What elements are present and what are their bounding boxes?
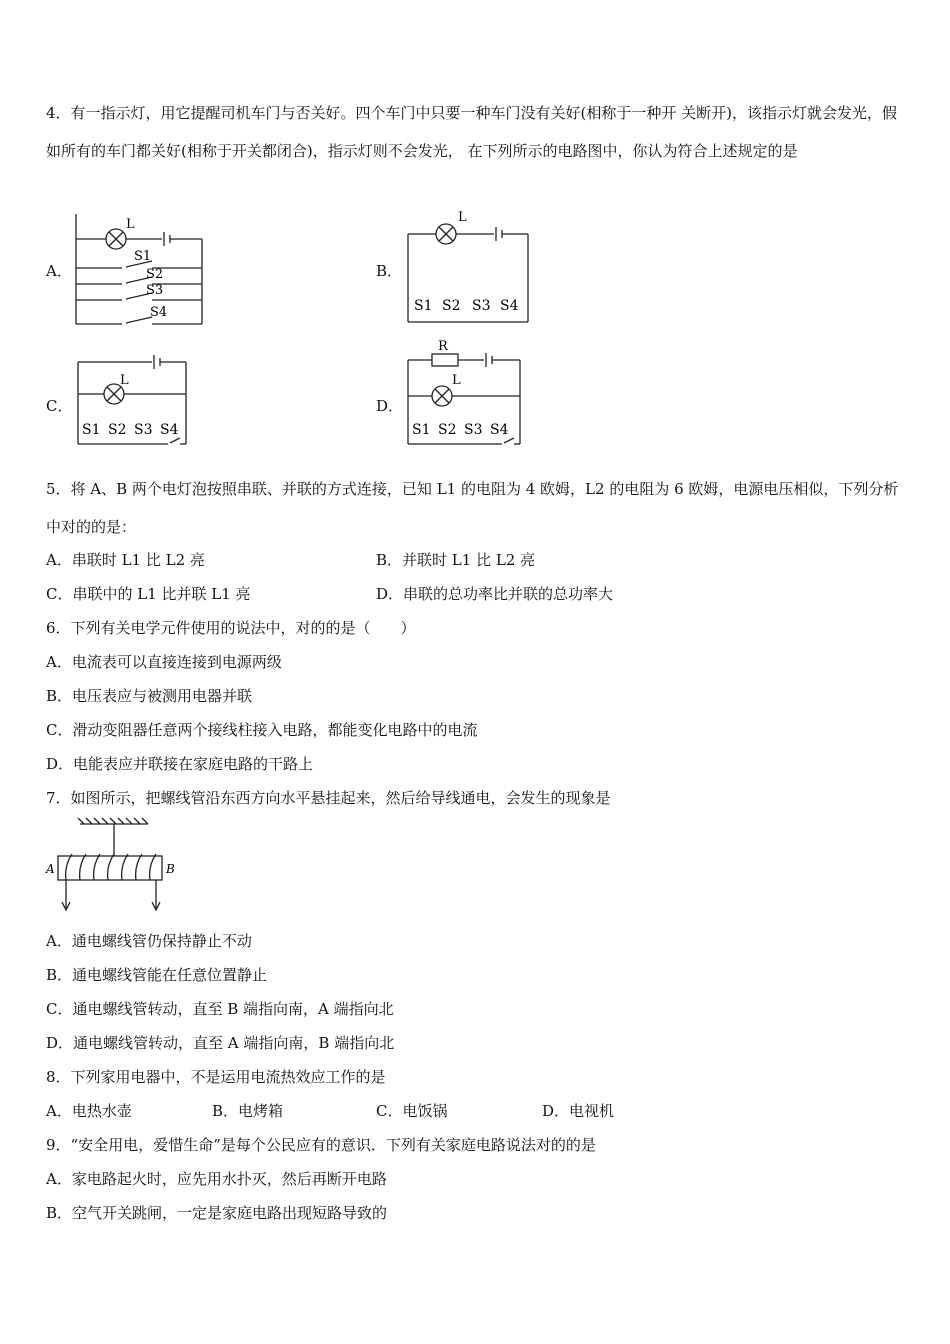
circuit-diagram-b xyxy=(402,206,536,328)
q5-option-b: B．并联时 L1 比 L2 亮 xyxy=(376,551,536,569)
q4-option-b-label: B． xyxy=(376,262,403,280)
q6-text: 6．下列有关电学元件使用的说法中，对的的是（ ） xyxy=(46,619,416,637)
q5-option-c: C．串联中的 L1 比并联 L1 亮 xyxy=(46,585,251,603)
q7-option-b: B．通电螺线管能在任意位置静止 xyxy=(46,966,268,984)
q7-option-c: C．通电螺线管转动，直至 B 端指向南，A 端指向北 xyxy=(46,1000,394,1018)
solenoid-end-a: A xyxy=(46,862,55,876)
q5-option-d: D．串联的总功率比并联的总功率大 xyxy=(376,585,614,603)
switch-label-s1: S1 xyxy=(82,422,101,438)
switch-label-s2: S2 xyxy=(146,267,164,282)
lamp-label: L xyxy=(458,210,467,225)
circuit-diagram-c xyxy=(72,350,196,450)
q4-option-a-label: A． xyxy=(46,262,72,280)
lamp-label: L xyxy=(452,373,461,388)
switch-label-s4: S4 xyxy=(500,298,519,314)
switch-label-s2: S2 xyxy=(438,422,457,438)
resistor-label: R xyxy=(438,340,448,354)
q9-text: 9．“安全用电，爱惜生命”是每个公民应有的意识．下列有关家庭电路说法对的的是 xyxy=(46,1136,596,1154)
switch-label-s3: S3 xyxy=(464,422,483,438)
solenoid-diagram xyxy=(44,816,184,916)
switch-label-s1: S1 xyxy=(134,249,152,264)
q6-option-d: D．电能表应并联接在家庭电路的干路上 xyxy=(46,755,314,773)
q8-option-a: A．电热水壶 xyxy=(46,1102,132,1120)
q8-option-b: B．电烤箱 xyxy=(212,1102,284,1120)
switch-label-s3: S3 xyxy=(472,298,491,314)
switch-label-s3: S3 xyxy=(146,283,164,298)
switch-label-s3: S3 xyxy=(134,422,153,438)
q8-option-c: C．电饭锅 xyxy=(376,1102,448,1120)
q4-option-c-label: C． xyxy=(46,397,73,415)
q7-option-d: D．通电螺线管转动，直至 A 端指向南，B 端指向北 xyxy=(46,1034,395,1052)
switch-label-s1: S1 xyxy=(414,298,433,314)
lamp-label: L xyxy=(126,217,135,232)
q6-option-a: A．电流表可以直接连接到电源两级 xyxy=(46,653,282,671)
q6-option-c: C．滑动变阻器任意两个接线柱接入电路，都能变化电路中的电流 xyxy=(46,721,478,739)
lamp-label: L xyxy=(120,373,129,388)
q6-option-b: B．电压表应与被测用电器并联 xyxy=(46,687,253,705)
switch-label-s4: S4 xyxy=(150,305,168,320)
q4-option-d-label: D． xyxy=(376,397,404,415)
switch-label-s2: S2 xyxy=(442,298,461,314)
q7-option-a: A．通电螺线管仍保持静止不动 xyxy=(46,932,252,950)
q9-option-b: B．空气开关跳闸，一定是家庭电路出现短路导致的 xyxy=(46,1204,388,1222)
q8-text: 8．下列家用电器中，不是运用电流热效应工作的是 xyxy=(46,1068,386,1086)
switch-label-s2: S2 xyxy=(108,422,127,438)
q9-option-a: A．家电路起火时，应先用水扑灭，然后再断开电路 xyxy=(46,1170,387,1188)
switch-label-s1: S1 xyxy=(412,422,431,438)
q5-option-a: A．串联时 L1 比 L2 亮 xyxy=(46,551,205,569)
q7-text: 7．如图所示，把螺线管沿东西方向水平悬挂起来，然后给导线通电，会发生的现象是 xyxy=(46,789,611,807)
circuit-diagram-d xyxy=(402,340,528,450)
switch-label-s4: S4 xyxy=(490,422,509,438)
switch-label-s4: S4 xyxy=(160,422,179,438)
q4-text: 4．有一指示灯，用它提醒司机车门与否关好。四个车门中只要一种车门没有关好(相称于一种开 关断开)，该指示灯就会发光，假如所有的车门都关好(相称于开关都闭合)，指示灯则不会发光， 在下列所示的电路图中，你认为符合上述规定的是 xyxy=(46,104,898,160)
solenoid-end-b: B xyxy=(166,862,175,876)
circuit-diagram-a xyxy=(72,212,212,328)
q5-text: 5．将 A、B 两个电灯泡按照串联、并联的方式连接，已知 L1 的电阻为 4 欧姆，L2 的电阻为 6 欧姆，电源电压相似，下列分析中对的的是： xyxy=(46,480,899,536)
q8-option-d: D．电视机 xyxy=(542,1102,615,1120)
